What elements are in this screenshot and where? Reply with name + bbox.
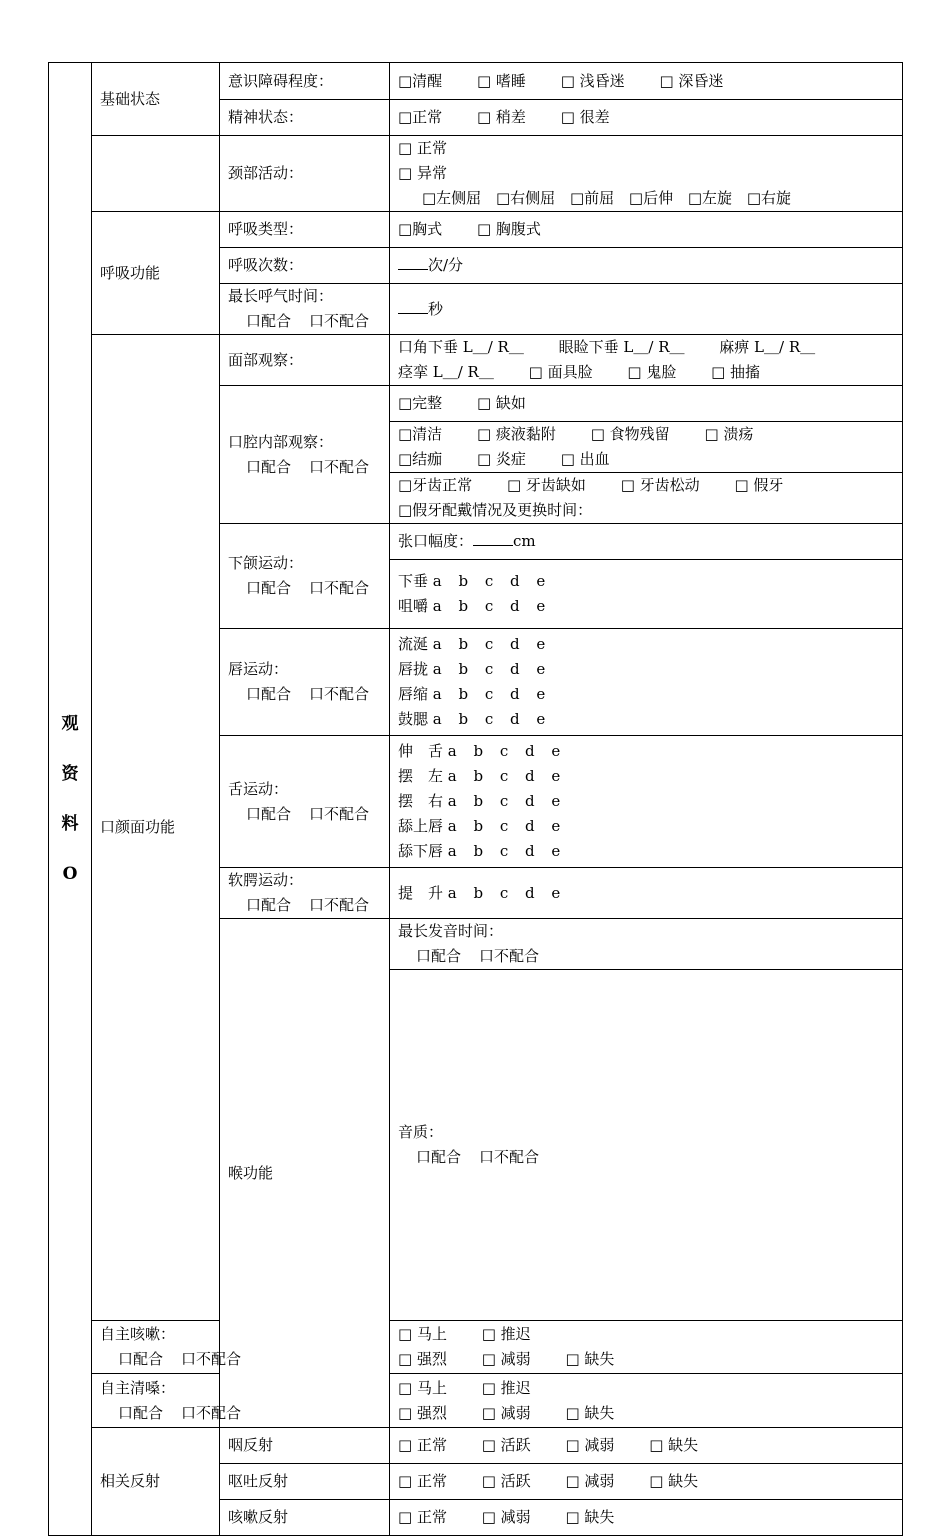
cough-cell: [92, 1321, 242, 1374]
scale-item-name: 舔下唇: [398, 842, 444, 860]
option-checkbox[interactable]: □ 浅昏迷: [560, 71, 625, 90]
section-throat: 喉功能: [220, 919, 390, 1428]
voice-label: 音质：: [398, 1123, 444, 1141]
oral-row-2a: [398, 422, 894, 447]
not-cooperate-checkbox[interactable]: 口不配合: [309, 896, 370, 914]
scale-item-name: 摆 右: [398, 792, 444, 810]
scale-item-name: 流涎: [398, 635, 429, 653]
cooperation-options: [228, 576, 381, 601]
face-item[interactable]: 麻痹 L＿/ R＿: [719, 338, 816, 356]
oral-row-1: [390, 386, 903, 422]
cooperate-checkbox[interactable]: 口配合: [416, 1148, 462, 1166]
gag-options: [390, 1464, 903, 1500]
option-checkbox[interactable]: □ 减弱: [481, 1350, 531, 1368]
option-checkbox[interactable]: □ 缺如: [476, 394, 526, 412]
option-checkbox[interactable]: □清洁: [398, 425, 443, 443]
unit-label: cm: [513, 532, 536, 550]
scale-item-name: 咀嚼: [398, 597, 429, 615]
not-cooperate-checkbox[interactable]: 口不配合: [479, 947, 540, 965]
option-checkbox[interactable]: □ 溃疡: [704, 425, 754, 443]
section-breathing: 呼吸功能: [92, 212, 220, 335]
blank-line[interactable]: [398, 299, 428, 314]
tongue-label: 舌运动：: [228, 779, 289, 798]
side-label-char: 料: [61, 814, 79, 834]
scale-row: [398, 707, 894, 732]
scale-row: [398, 839, 894, 864]
scale-item-name: 提 升: [398, 883, 444, 902]
scale-row: [398, 569, 894, 594]
unit-label: 次/分: [428, 256, 464, 274]
scale-item-name: 鼓腮: [398, 710, 429, 728]
cough-label: 自主咳嗽：: [100, 1325, 176, 1343]
neck-label: 颈部活动：: [220, 136, 390, 212]
throat-clear-line-2: [398, 1401, 894, 1426]
option-checkbox[interactable]: □结痂: [398, 450, 443, 468]
cooperate-checkbox[interactable]: 口配合: [246, 804, 292, 823]
oral-cell: [220, 386, 390, 524]
scale-row: [398, 632, 894, 657]
face-item[interactable]: 痉挛 L＿/ R＿: [398, 363, 494, 381]
option-checkbox[interactable]: □ 马上: [398, 1378, 447, 1397]
scale-grades[interactable]: a b c d e: [447, 883, 567, 902]
option-checkbox[interactable]: □ 减弱: [565, 1472, 615, 1490]
option-checkbox[interactable]: □右旋: [746, 189, 792, 207]
option-checkbox[interactable]: □ 缺失: [649, 1436, 699, 1454]
scale-item-name: 下垂: [398, 572, 429, 590]
option-checkbox[interactable]: □ 缺失: [565, 1350, 615, 1368]
lip-scales: [390, 629, 903, 736]
cooperate-checkbox[interactable]: 口配合: [246, 685, 292, 703]
side-label-char: O: [62, 864, 78, 884]
consciousness-options: [390, 63, 903, 100]
face-line-1: [398, 335, 894, 360]
option-checkbox[interactable]: □ 正常: [398, 1508, 447, 1526]
cooperate-checkbox[interactable]: 口配合: [246, 457, 292, 476]
option-checkbox[interactable]: □ 强烈: [398, 1350, 447, 1368]
section-side-label: [49, 63, 92, 1536]
cough-reflex-options: [390, 1500, 903, 1536]
not-cooperate-checkbox[interactable]: 口不配合: [181, 1350, 242, 1368]
option-checkbox[interactable]: □ 缺失: [565, 1508, 615, 1526]
cooperation-options: [228, 802, 381, 827]
face-options: [390, 335, 903, 386]
oral-row-2: [390, 422, 903, 473]
section-empty: [92, 136, 220, 212]
section-orofacial: 口颜面功能: [92, 335, 220, 1321]
throat-clear-cell: [92, 1374, 242, 1428]
cooperate-checkbox[interactable]: 口配合: [246, 312, 292, 330]
scale-item-name: 伸 舌: [398, 742, 444, 760]
cooperate-checkbox[interactable]: 口配合: [118, 1350, 164, 1368]
option-checkbox[interactable]: □完整: [398, 394, 443, 412]
voice-cell: [390, 970, 903, 1321]
cooperation-options: [398, 944, 894, 969]
cough-reflex-label: 咳嗽反射: [220, 1500, 390, 1536]
scale-row: [398, 682, 894, 707]
option-checkbox[interactable]: □正常: [398, 108, 443, 126]
oral-row-3: [390, 473, 903, 524]
scale-row: [398, 657, 894, 682]
face-label: 面部观察：: [220, 335, 390, 386]
option-checkbox[interactable]: □牙齿正常: [398, 476, 473, 494]
option-checkbox[interactable]: □ 活跃: [481, 1472, 531, 1490]
option-checkbox[interactable]: □ 异常: [398, 164, 447, 182]
throat-clear-options: [390, 1374, 903, 1428]
option-checkbox[interactable]: □ 胸腹式: [476, 220, 541, 238]
scale-item-name: 舔上唇: [398, 817, 444, 835]
cooperation-options: [100, 1347, 242, 1372]
scale-row: [398, 881, 894, 906]
option-checkbox[interactable]: □ 假牙: [734, 476, 784, 494]
scale-grades[interactable]: a b c d e: [432, 710, 552, 728]
gag-label: 呕吐反射: [220, 1464, 390, 1500]
option-checkbox[interactable]: □ 正常: [398, 1436, 447, 1454]
option-checkbox[interactable]: □ 牙齿缺如: [506, 476, 586, 494]
cooperation-options: [228, 682, 381, 707]
option-checkbox[interactable]: □ 稍差: [476, 108, 526, 126]
option-checkbox[interactable]: □ 推迟: [481, 1325, 531, 1343]
max-exhale-cell: [220, 284, 390, 335]
not-cooperate-checkbox[interactable]: 口不配合: [309, 685, 370, 703]
jaw-label: 下颌运动：: [228, 554, 304, 572]
assessment-table: [48, 62, 903, 1536]
cooperate-checkbox[interactable]: 口配合: [246, 896, 292, 914]
scale-row: [398, 789, 894, 814]
throat-clear-label: 自主清嗓：: [100, 1378, 176, 1397]
lip-cell: [220, 629, 390, 736]
oral-label: 口腔内部观察：: [228, 432, 334, 451]
option-checkbox[interactable]: □左旋: [687, 189, 733, 207]
option-checkbox[interactable]: □ 正常: [398, 139, 447, 157]
cooperation-options: [228, 893, 381, 918]
scale-item-name: 摆 左: [398, 767, 444, 785]
option-checkbox[interactable]: □ 缺失: [649, 1472, 699, 1490]
pharyngeal-label: 咽反射: [220, 1428, 390, 1464]
face-item[interactable]: 口角下垂 L＿/ R＿: [398, 338, 524, 356]
jaw-opening-field[interactable]: [390, 524, 903, 560]
option-checkbox[interactable]: □左侧屈: [422, 189, 482, 207]
option-checkbox[interactable]: □ 深昏迷: [659, 71, 724, 90]
scale-grades[interactable]: a b c d e: [447, 817, 567, 835]
max-exhale-field[interactable]: [390, 284, 903, 335]
breath-rate-field[interactable]: [390, 248, 903, 284]
breath-type-label: 呼吸类型：: [220, 212, 390, 248]
option-checkbox[interactable]: □ 出血: [560, 450, 610, 468]
option-checkbox[interactable]: □ 痰液黏附: [476, 425, 556, 443]
option-checkbox[interactable]: □ 马上: [398, 1325, 447, 1343]
jaw-cell: [220, 524, 390, 629]
oral-row-3a: [398, 473, 894, 498]
cooperation-options: [228, 455, 381, 480]
option-checkbox[interactable]: □ 鬼脸: [627, 363, 677, 381]
scale-item-name: 唇拢: [398, 660, 429, 678]
unit-label: 秒: [428, 299, 444, 318]
cough-options: [390, 1321, 903, 1374]
not-cooperate-checkbox[interactable]: 口不配合: [309, 804, 370, 823]
option-checkbox[interactable]: □假牙配戴情况及更换时间：: [398, 501, 593, 519]
jaw-scales: [390, 560, 903, 629]
option-checkbox[interactable]: □后伸: [628, 189, 674, 207]
option-checkbox[interactable]: □ 减弱: [481, 1508, 531, 1526]
cough-line-2: [398, 1347, 894, 1372]
cough-line-1: [398, 1322, 894, 1347]
mental-label: 精神状态：: [220, 100, 390, 136]
option-checkbox[interactable]: □ 很差: [560, 108, 610, 126]
scale-item-name: 唇缩: [398, 685, 429, 703]
scale-grades[interactable]: a b c d e: [447, 767, 567, 785]
side-label-char: 资: [61, 764, 79, 784]
option-checkbox[interactable]: □ 减弱: [565, 1436, 615, 1454]
option-checkbox[interactable]: □ 食物残留: [590, 425, 670, 443]
option-checkbox[interactable]: □胸式: [398, 220, 443, 238]
option-checkbox[interactable]: □ 缺失: [565, 1403, 615, 1422]
cooperation-options: [100, 1401, 242, 1426]
scale-grades[interactable]: a b c d e: [447, 842, 567, 860]
option-checkbox[interactable]: □ 减弱: [481, 1403, 531, 1422]
option-checkbox[interactable]: □ 推迟: [481, 1378, 531, 1397]
max-exhale-label: 最长呼气时间：: [228, 287, 334, 305]
cooperation-options: [228, 309, 381, 334]
face-item[interactable]: 眼睑下垂 L＿/ R＿: [558, 338, 685, 356]
option-checkbox[interactable]: □ 嗜睡: [476, 71, 526, 90]
scale-grades[interactable]: a b c d e: [447, 792, 567, 810]
breath-type-options: [390, 212, 903, 248]
palate-label: 软腭运动：: [228, 871, 304, 889]
scale-row: [398, 764, 894, 789]
option-checkbox[interactable]: □前屈: [569, 189, 615, 207]
option-checkbox[interactable]: □ 强烈: [398, 1403, 447, 1422]
scale-grades[interactable]: a b c d e: [432, 572, 552, 590]
jaw-opening-label: 张口幅度：: [398, 532, 474, 550]
option-checkbox[interactable]: □ 活跃: [481, 1436, 531, 1454]
face-line-2: [398, 360, 894, 385]
neck-sub-options: [398, 186, 894, 211]
option-checkbox[interactable]: □右侧屈: [495, 189, 556, 207]
mental-options: [390, 100, 903, 136]
scale-row: [398, 814, 894, 839]
scale-grades[interactable]: a b c d e: [432, 597, 552, 615]
not-cooperate-checkbox[interactable]: 口不配合: [309, 457, 370, 476]
max-phonation-cell: [390, 919, 903, 970]
option-checkbox[interactable]: □ 面具脸: [528, 363, 593, 381]
neck-options: [390, 136, 903, 212]
consciousness-label: 意识障碍程度：: [220, 63, 390, 100]
oral-row-2b: [398, 447, 894, 472]
tongue-cell: [220, 736, 390, 868]
tongue-scales: [390, 736, 903, 868]
breath-rate-label: 呼吸次数：: [220, 248, 390, 284]
cooperate-checkbox[interactable]: 口配合: [246, 579, 292, 597]
palate-scale: [390, 868, 903, 919]
option-checkbox[interactable]: □清醒: [398, 71, 443, 90]
not-cooperate-checkbox[interactable]: 口不配合: [181, 1403, 242, 1422]
cooperate-checkbox[interactable]: 口配合: [416, 947, 462, 965]
scale-grades[interactable]: a b c d e: [432, 635, 552, 653]
section-basic: 基础状态: [92, 63, 220, 136]
lip-label: 唇运动：: [228, 660, 289, 678]
option-checkbox[interactable]: □ 牙齿松动: [620, 476, 700, 494]
not-cooperate-checkbox[interactable]: 口不配合: [309, 579, 370, 597]
not-cooperate-checkbox[interactable]: 口不配合: [479, 1148, 540, 1166]
throat-clear-line-1: [398, 1376, 894, 1401]
palate-cell: [220, 868, 390, 919]
scale-grades[interactable]: a b c d e: [432, 660, 552, 678]
scale-row: [398, 594, 894, 619]
section-reflex: 相关反射: [92, 1428, 220, 1536]
max-phonation-label: 最长发音时间：: [398, 922, 504, 940]
not-cooperate-checkbox[interactable]: 口不配合: [309, 312, 370, 330]
option-checkbox[interactable]: □ 炎症: [476, 450, 526, 468]
scale-grades[interactable]: a b c d e: [432, 685, 552, 703]
option-checkbox[interactable]: □ 抽搐: [711, 363, 761, 381]
blank-line[interactable]: [398, 255, 428, 270]
cooperate-checkbox[interactable]: 口配合: [118, 1403, 164, 1422]
option-checkbox[interactable]: □ 正常: [398, 1472, 447, 1490]
cooperation-options: [398, 1145, 894, 1170]
blank-line[interactable]: [473, 531, 513, 546]
scale-row: [398, 739, 894, 764]
side-label-char: 观: [61, 714, 79, 734]
pharyngeal-options: [390, 1428, 903, 1464]
scale-grades[interactable]: a b c d e: [447, 742, 567, 760]
